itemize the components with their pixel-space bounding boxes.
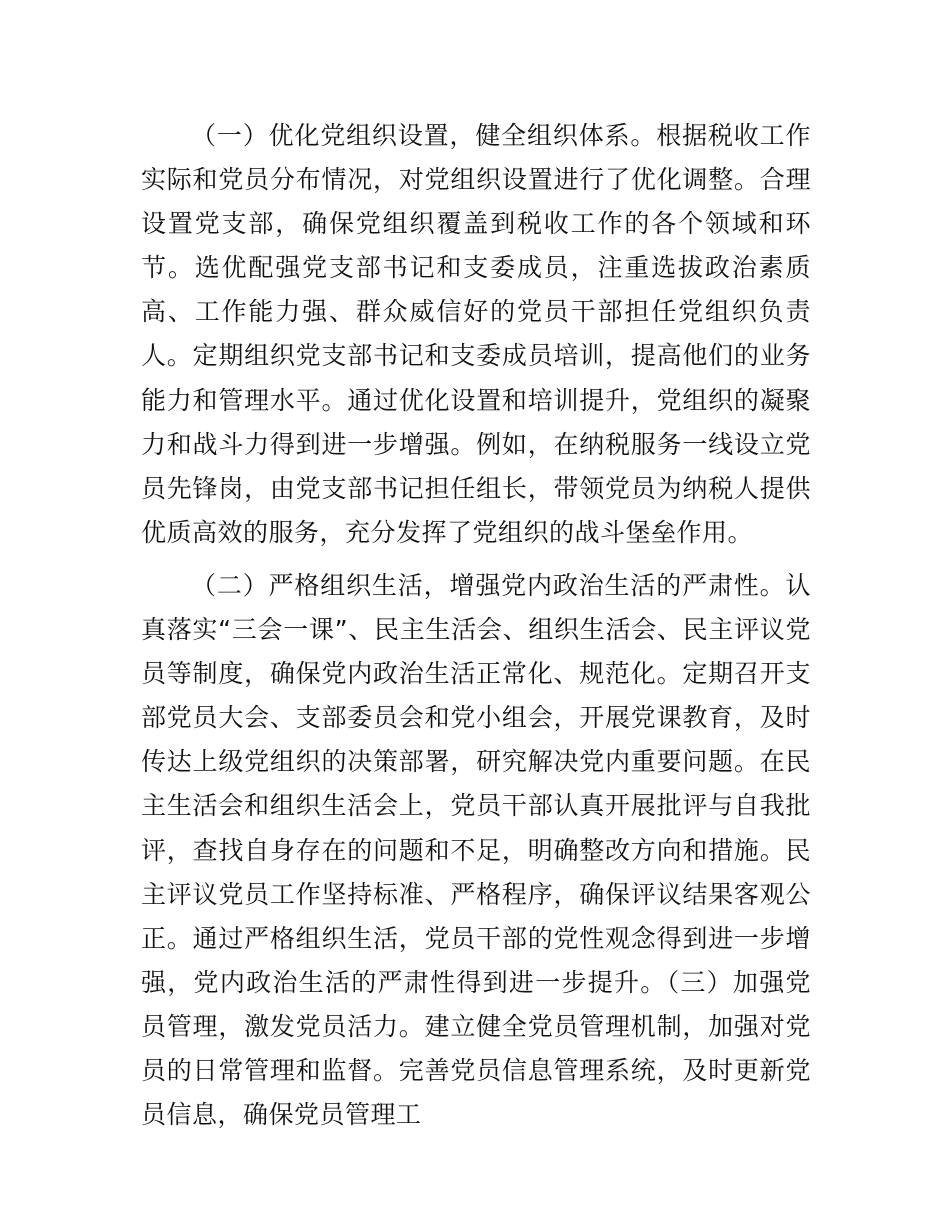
paragraph-organization-setup: （一）优化党组织设置，健全组织体系。根据税收工作实际和党员分布情况，对党组织设置进行了优化调整。合理设置党支部，确保党组织覆盖到税收工作的各个领域和环节。选优配强党支部书记和支委成员，注重选拔政治素质高、工作能力强、群众威信好的党员干部担任党组织负责人。定期组织党支部书记和支委成员培训，提高他们的业务能力和管理水平。通过优化设置和培训提升，党组织的凝聚力和战斗力得到进一步增强。例如，在纳税服务一线设立党员先锋岗，由党支部书记担任组长，带领党员为纳税人提供优质高效的服务，充分发挥了党组织的战斗堡垒作用。 xyxy=(141,121,811,547)
paragraph-organization-life: （二）严格组织生活，增强党内政治生活的严肃性。认真落实“三会一课”、民主生活会、组织生活会、民主评议党员等制度，确保党内政治生活正常化、规范化。定期召开支部党员大会、支部委员会和党小组会，开展党课教育，及时传达上级党组织的决策部署，研究解决党内重要问题。在民主生活会和组织生活会上，党员干部认真开展批评与自我批评，查找自身存在的问题和不足，明确整改方向和措施。民主评议党员工作坚持标准、严格程序，确保评议结果客观公正。通过严格组织生活，党员干部的党性观念得到进一步增强，党内政治生活的严肃性得到进一步提升。（三）加强党员管理，激发党员活力。建立健全党员管理机制，加强对党员的日常管理和监督。完善党员信息管理系统，及时更新党员信息，确保党员管理工 xyxy=(141,570,811,1130)
document-body xyxy=(141,114,811,1137)
